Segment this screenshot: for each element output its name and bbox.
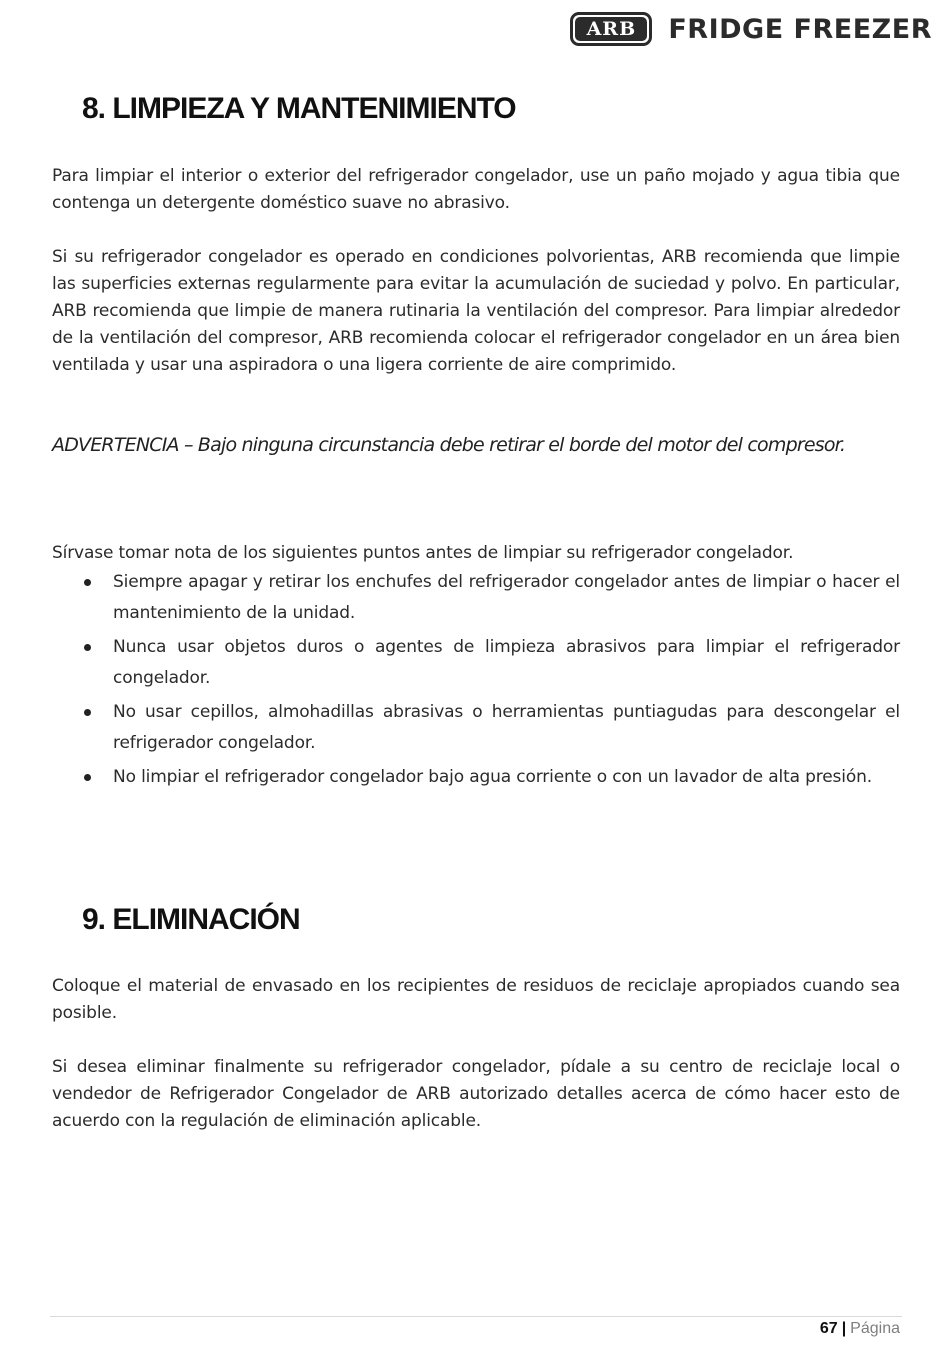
section-8-title: 8. LIMPIEZA Y MANTENIMIENTO bbox=[82, 92, 516, 125]
header-logo bbox=[570, 12, 932, 46]
page-number: 67 bbox=[819, 1320, 838, 1337]
arb-logo-text: ARB bbox=[575, 17, 647, 41]
cleaning-intro: Sírvase tomar nota de los siguientes puntos antes de limpiar su refrigerador congelador. bbox=[52, 543, 794, 563]
list-item-text: No usar cepillos, almohadillas abrasivas o herramientas puntiagudas para descongelar el refrigerador congelador. bbox=[113, 702, 900, 753]
section-9-paragraph-1: Coloque el material de envasado en los recipientes de residuos de reciclaje apropiados cuando sea posible. bbox=[52, 976, 900, 1023]
section-8-paragraph-1: Para limpiar el interior o exterior del refrigerador congelador, use un paño mojado y agua tibia que contenga un detergente doméstico suave no abrasivo. bbox=[52, 166, 900, 213]
list-item-text: Siempre apagar y retirar los enchufes del refrigerador congelador antes de limpiar o hacer el mantenimiento de la unidad. bbox=[113, 572, 900, 623]
warning-text: ADVERTENCIA – Bajo ninguna circunstancia debe retirar el borde del motor del compresor. bbox=[52, 434, 846, 456]
bullet-icon bbox=[84, 579, 91, 586]
bullet-icon bbox=[84, 709, 91, 716]
section-8-paragraph-2: Si su refrigerador congelador es operado en condiciones polvorientas, ARB recomienda que limpie las superficies externas regularmente para evitar la acumulación de suciedad y polvo. En particular, ARB recomienda que limpie de manera rutinaria la ventilación del compresor. Para limpiar alrededor de la ventilación del compresor, ARB recomienda colocar el refrigerador congelador en un área bien ventilada y usar una aspiradora o una ligera corriente de aire comprimido. bbox=[52, 247, 900, 375]
list-item-text: No limpiar el refrigerador congelador bajo agua corriente o con un lavador de alta presión. bbox=[113, 767, 872, 787]
bullet-icon bbox=[84, 644, 91, 651]
list-item bbox=[52, 762, 900, 793]
bullet-icon bbox=[84, 774, 91, 781]
section-9-title: 9. ELIMINACIÓN bbox=[82, 903, 300, 936]
list-item-text: Nunca usar objetos duros o agentes de limpieza abrasivos para limpiar el refrigerador congelador. bbox=[113, 637, 900, 688]
brand-title: FRIDGE FREEZER bbox=[668, 13, 932, 45]
footer-separator: | bbox=[841, 1320, 847, 1337]
page-footer bbox=[820, 1320, 900, 1338]
footer-divider bbox=[50, 1316, 902, 1317]
section-9-paragraph-2: Si desea eliminar finalmente su refrigerador congelador, pídale a su centro de reciclaje local o vendedor de Refrigerador Congelador de ARB autorizado detalles acerca de cómo hacer esto de acuerdo con la regulación de eliminación aplicable. bbox=[52, 1057, 900, 1131]
cleaning-bullet-list bbox=[52, 567, 900, 796]
list-item bbox=[52, 632, 900, 694]
list-item bbox=[52, 697, 900, 759]
page-label: Página bbox=[850, 1320, 900, 1337]
list-item bbox=[52, 567, 900, 629]
arb-logo bbox=[570, 12, 652, 46]
